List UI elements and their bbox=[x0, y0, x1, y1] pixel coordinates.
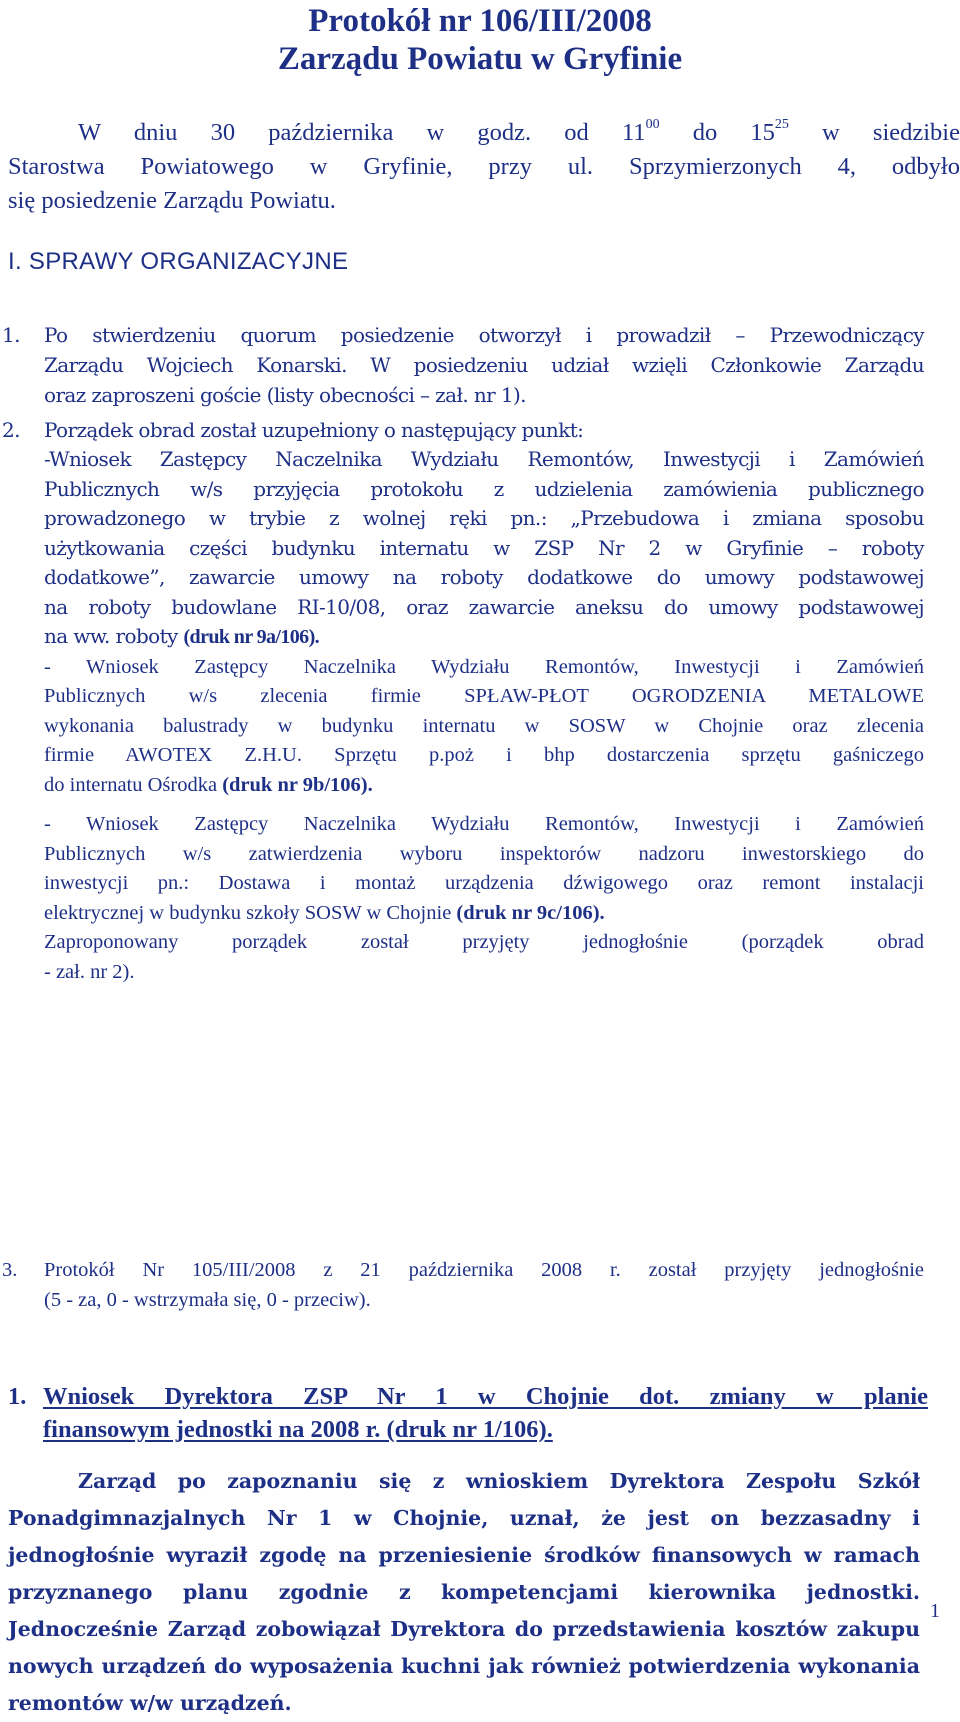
agenda-line: na roboty budowlane RI-10/08, oraz zawarcie aneksu do umowy podstawowej bbox=[44, 594, 924, 619]
agenda-line: Publicznych w/s przyjęcia protokołu z udzielenia zamówienia publicznego bbox=[44, 476, 924, 501]
list-item-line: Porządek obrad został uzupełniony o następujący punkt: bbox=[44, 418, 584, 442]
intro-paragraph bbox=[8, 116, 960, 218]
agenda-line: Publicznych w/s zatwierdzenia wyboru inspektorów nadzoru inwestorskiego do bbox=[44, 842, 924, 865]
agenda-line: prowadzonego w trybie z wolnej ręki pn.: „Przebudowa i zmiana sposobu bbox=[44, 506, 924, 530]
decision-title bbox=[43, 1380, 928, 1446]
list-item-number: 2. bbox=[2, 418, 20, 442]
list-item-line: oraz zaproszeni goście (listy obecności – zał. nr 1). bbox=[44, 383, 526, 407]
agenda-point-b bbox=[44, 653, 924, 801]
list-item-number: 1. bbox=[2, 323, 20, 347]
decision-number: 1. bbox=[8, 1383, 27, 1410]
agenda-line: - zał. nr 2). bbox=[44, 960, 135, 983]
decision-body bbox=[8, 1463, 920, 1722]
agenda-line: Publicznych w/s zlecenia firmie SPŁAW-PŁOT OGRODZENIA METALOWE bbox=[44, 685, 924, 707]
list-item-line: (5 - za, 0 - wstrzymała się, 0 - przeciw). bbox=[44, 1289, 371, 1311]
agenda-line: użytkowania części budynku internatu w ZSP Nr 2 w Gryfinie – roboty bbox=[44, 535, 924, 560]
intro-line-2: Starostwa Powiatowego w Gryfinie, przy ul. Sprzymierzonych 4, odbyło bbox=[8, 153, 960, 180]
agenda-line: wykonania balustrady w budynku internatu w SOSW w Chojnie oraz zlecenia bbox=[44, 714, 924, 737]
list-item-line: Protokół Nr 105/III/2008 z 21 października 2008 r. został przyjęty jednogłośnie bbox=[44, 1259, 924, 1281]
agenda-line: firmie AWOTEX Z.H.U. Sprzętu p.poż i bhp dostarczenia sprzętu gaśniczego bbox=[44, 744, 924, 766]
agenda-line: -Wniosek Zastępcy Naczelnika Wydziału Remontów, Inwestycji i Zamówień bbox=[44, 447, 924, 471]
list-item-1 bbox=[2, 320, 924, 410]
druk-reference: (druk nr 9c/106). bbox=[456, 901, 605, 924]
agenda-line: - Wniosek Zastępcy Naczelnika Wydziału Remontów, Inwestycji i Zamówień bbox=[44, 655, 924, 678]
document-title-line1: Protokół nr 106/III/2008 bbox=[308, 3, 652, 39]
decision-text: Zarząd po zapoznaniu się z wnioskiem Dyrektora Zespołu Szkół Ponadgimnazjalnych Nr 1 w Chojnie, uznał, że jest on bezzasadny i jednogłośnie wyraził zgodę na przeniesienie środków finansowych w ramach przyznanego planu zgodnie z kompetencjami kierownika jednostki. Jednocześnie Zarząd zobowiązał Dyrektora do przedstawienia kosztów zakupu nowych urządzeń do wyposażenia kuchni jak również potwierdzenia wykonania remontów w/w urządzeń. bbox=[8, 1469, 920, 1715]
agenda-point-a bbox=[44, 445, 924, 653]
decision-title-line: finansowym jednostki na 2008 r. (druk nr 1/106). bbox=[43, 1416, 553, 1443]
page-number: 1 bbox=[930, 1600, 940, 1622]
agenda-line: Zaproponowany porządek został przyjęty jednogłośnie (porządek obrad bbox=[44, 931, 924, 953]
druk-reference: (druk nr 9b/106). bbox=[222, 773, 373, 796]
agenda-point-c bbox=[44, 810, 924, 928]
intro-line-1: W dniu 30 października w godz. od $11^{00}$ do $15^{25}$ w siedzibie bbox=[78, 117, 960, 146]
list-item-line: Po stwierdzeniu quorum posiedzenie otworzył i prowadził – Przewodniczący bbox=[44, 323, 924, 347]
decision-title-line: Wniosek Dyrektora ZSP Nr 1 w Chojnie dot. zmiany w planie bbox=[43, 1383, 928, 1410]
list-item-3 bbox=[2, 1255, 924, 1315]
agenda-line: na ww. roboty (druk nr 9a/106). bbox=[44, 624, 320, 648]
agenda-line: do internatu Ośrodka (druk nr 9b/106). bbox=[44, 773, 373, 796]
intro-line-3: się posiedzenie Zarządu Powiatu. bbox=[8, 187, 336, 214]
list-item-2 bbox=[2, 415, 924, 987]
document-title-line2: Zarządu Powiatu w Gryfinie bbox=[277, 41, 683, 77]
list-item-number: 3. bbox=[2, 1259, 18, 1281]
section-heading: I. SPRAWY ORGANIZACYJNE bbox=[8, 248, 349, 275]
agenda-line: dodatkowe”, zawarcie umowy na roboty dodatkowe do umowy podstawowej bbox=[44, 565, 924, 589]
agenda-line: inwestycji pn.: Dostawa i montaż urządzenia dźwigowego oraz remont instalacji bbox=[44, 872, 924, 894]
agenda-line: elektrycznej w budynku szkoły SOSW w Chojnie (druk nr 9c/106). bbox=[44, 901, 605, 924]
agenda-line: - Wniosek Zastępcy Naczelnika Wydziału Remontów, Inwestycji i Zamówień bbox=[44, 813, 924, 835]
list-item-line: Zarządu Wojciech Konarski. W posiedzeniu udział wzięli Członkowie Zarządu bbox=[44, 353, 924, 377]
agenda-accepted bbox=[44, 928, 924, 987]
druk-reference: (druk nr 9a/106). bbox=[183, 626, 320, 648]
